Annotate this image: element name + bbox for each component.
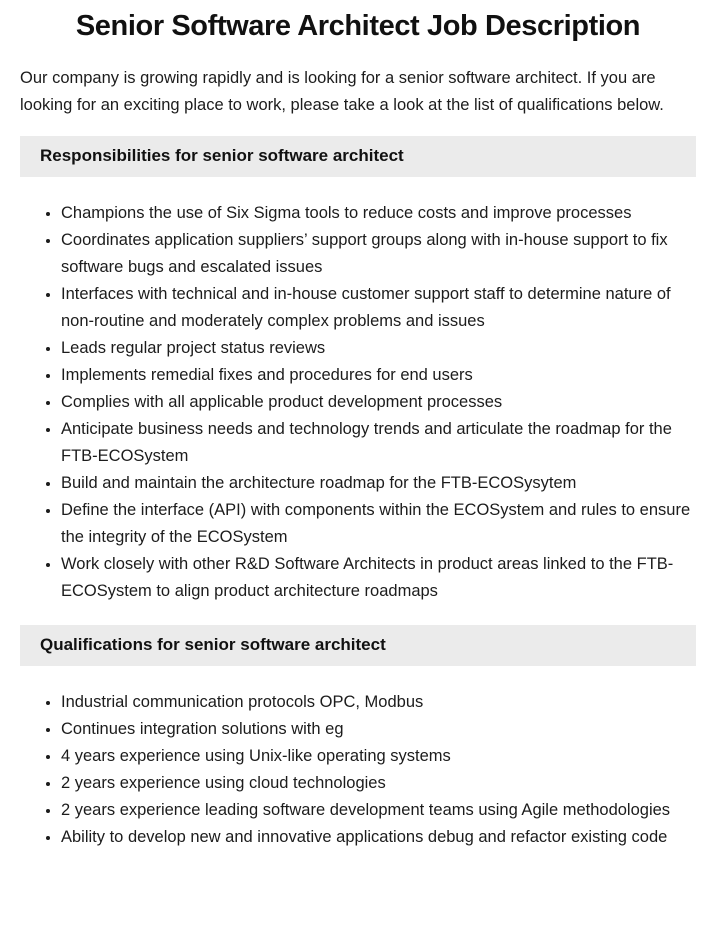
list-item: • Anticipate business needs and technology trends and articulate the roadmap for the FTB-ECOSystem <box>61 416 696 470</box>
list-item: • Industrial communication protocols OPC, Modbus <box>61 689 696 716</box>
responsibilities-list <box>20 200 696 605</box>
list-item: • Implements remedial fixes and procedures for end users <box>61 362 696 389</box>
list-item: • Define the interface (API) with components within the ECOSystem and rules to ensure the integrity of the ECOSystem <box>61 497 696 551</box>
list-item: • 2 years experience leading software development teams using Agile methodologies <box>61 797 696 824</box>
list-item: • Champions the use of Six Sigma tools to reduce costs and improve processes <box>61 200 696 227</box>
list-item: • Complies with all applicable product development processes <box>61 389 696 416</box>
intro-paragraph: Our company is growing rapidly and is looking for a senior software architect. If you are looking for an exciting place to work, please take a look at the list of qualifications below. <box>20 69 664 114</box>
qualifications-section <box>20 625 696 851</box>
list-item: • Coordinates application suppliers’ support groups along with in-house support to fix software bugs and escalated issues <box>61 227 696 281</box>
list-item: • 4 years experience using Unix-like operating systems <box>61 743 696 770</box>
list-item: • Interfaces with technical and in-house customer support staff to determine nature of non-routine and moderately complex problems and issues <box>61 281 696 335</box>
page-title: Senior Software Architect Job Description <box>75 10 641 42</box>
responsibilities-section <box>20 136 696 605</box>
qualifications-list <box>20 689 696 851</box>
list-item: • Work closely with other R&D Software Architects in product areas linked to the FTB-ECOSystem to align product architecture roadmaps <box>61 551 696 605</box>
section-heading-responsibilities: Responsibilities for senior software architect <box>20 136 696 177</box>
list-item: • Leads regular project status reviews <box>61 335 696 362</box>
list-item: • 2 years experience using cloud technologies <box>61 770 696 797</box>
list-item: • Ability to develop new and innovative applications debug and refactor existing code <box>61 824 696 851</box>
section-heading-qualifications: Qualifications for senior software architect <box>20 625 696 666</box>
list-item: • Continues integration solutions with eg <box>61 716 696 743</box>
list-item: • Build and maintain the architecture roadmap for the FTB-ECOSysytem <box>61 470 696 497</box>
